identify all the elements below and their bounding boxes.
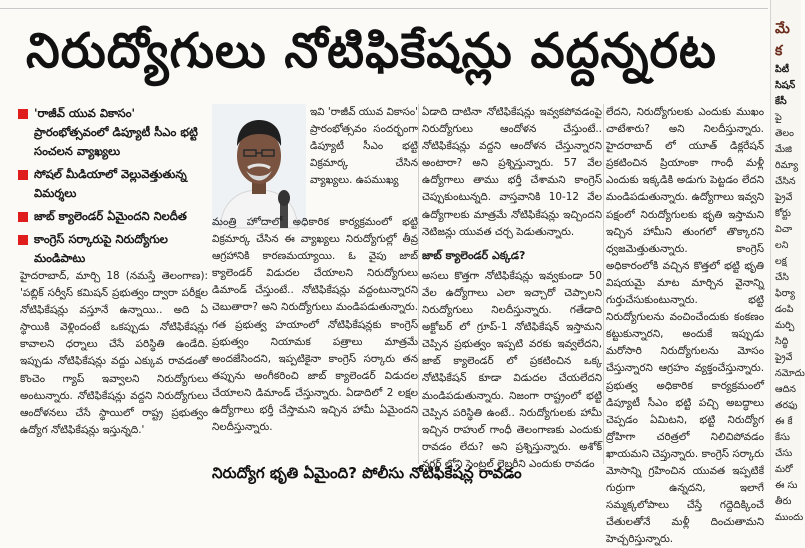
highlight-item xyxy=(18,230,208,268)
adjacent-text-lines xyxy=(771,62,805,526)
highlight-item xyxy=(18,165,208,203)
adjacent-text-line: సిషన్ xyxy=(775,80,796,91)
article-paragraph: ఇవి 'రాజీవ్ యువ వికాసం' ప్రారంభోత్సవం సందర్భంగా డిప్యూటీ సీఎం భట్టి విక్రమార్క చేసిన వ్యాఖ్యలు. ఉపముఖ్య xyxy=(310,106,418,187)
highlight-text: 'రాజీవ్ యువ వికాసం' ప్రారంభోత్సవంలో డిప్యూటీ సీఎం భట్టి సంచలన వ్యాఖ్యలు xyxy=(34,106,198,158)
adjacent-text-line: మరో xyxy=(775,464,793,475)
adjacent-text-line: తీరు xyxy=(775,496,792,507)
adjacent-headline-fragment: మే xyxy=(775,21,790,37)
adjacent-text-line: ఫిర్యా xyxy=(775,288,796,299)
adjacent-text-line: నమోదు xyxy=(775,368,805,379)
highlight-text: కాంగ్రెస్ సర్కారుపై నిరుద్యోగుల మండిపాటు xyxy=(34,232,168,265)
article-column-2 xyxy=(212,214,418,474)
article-paragraph: మంత్రి హోదాలో అధికారిక కార్యక్రమంలో భట్టి విక్రమార్క చేసిన ఈ వ్యాఖ్యలు నిరుద్యోగుల్లో తీవ్ర ఆగ్రహానికి కారణమయ్యాయి. ఓ వైపు జాబ్ క్యాలెండర్ విడుదల చేయాలని నిరుద్యోగులు డిమాండ్ చేస్తుంటే.. నోటిఫికేషన్లు వద్దంటున్నారని చెబుతారా? అని నిరుద్యోగులు మండిపడుతున్నారు. గత ప్రభుత్వ హయాంలో నోటిఫికేషన్లకు కాంగ్రెస్ ప్రభుత్వం నియామక పత్రాలు మాత్రమే అందజేసిందని, ఇప్పటికైనా కాంగ్రెస్ సర్కారు తన తప్పును అంగీకరించి జాబ్ క్యాలెండర్ విడుదల చేయాలని డిమాండ్ చేస్తున్నారు. ఏడాదిలో 2 లక్షల ఉద్యోగాలు భర్తీ చేస్తామని ఇచ్చిన హామీ ఏమైందని నిలదీస్తున్నారు. xyxy=(212,216,418,434)
highlights-box xyxy=(18,104,208,272)
article-column-4 xyxy=(606,104,764,546)
column-divider xyxy=(418,104,419,464)
adjacent-text-line: లక్ష xyxy=(775,256,787,267)
next-article-headline: నిరుద్యోగ భృతి ఏమైంది? పోలీసు నోటిఫికేషన్ల రావడం xyxy=(212,464,522,482)
adjacent-text-line: తెలం xyxy=(775,128,794,139)
person-photo-icon xyxy=(212,104,306,228)
column-divider xyxy=(603,104,604,464)
photo-side-text xyxy=(310,104,418,216)
adjacent-text-line: రిమ్యా xyxy=(775,160,799,171)
adjacent-text-line: లని xyxy=(775,240,789,251)
section-subheading: జాబ్ క్యాలెండర్ ఎక్కడ? xyxy=(422,248,526,262)
adjacent-text-line: ముందు xyxy=(775,512,804,523)
adjacent-text-line: కోర్టు xyxy=(775,208,791,219)
article-paragraph: లేదని, నిరుద్యోగులకు ఎందుకు ముఖం చాటేశారు? అని నిలదీస్తున్నారు. హైదరాబాద్ లో యూత్ డిక్లరేషన్ ప్రకటించిన ప్రియాంకా గాంధీ మళ్లీ ఎందుకు ఇక్కడికి అడుగు పెట్టడం లేదని మండిపడుతున్నారు. ఉద్యోగాలు ఇవ్వని పక్షంలో నిరుద్యోగులకు భృతి ఇస్తామని ఇచ్చిన హామీని తుంగలో తొక్కారని ధ్వజమెత్తుతున్నారు. కాంగ్రెస్ అధికారంలోకి వచ్చిన కొత్తలో భట్టి భృతి విషయమై మాట మార్చిన వైనాన్ని గుర్తుచేసుకుంటున్నారు. భట్టి నిరుద్యోగులను వంచించేందుకు కంకణం కట్టుకున్నారని, అందుకే ఇప్పుడు మరోసారి నిరుద్యోగులను మోసం చేస్తున్నారని ఆగ్రహం వ్యక్తంచేస్తున్నారు. ప్రభుత్వ అధికారిక కార్యక్రమంలో డిప్యూటీ సీఎం భట్టి పచ్చి అబద్ధాలు చెప్పడం ఏమిటని, భట్టి నిరుద్యోగ ద్రోహిగా చరిత్రలో నిలిచిపోవడం ఖాయమని చెప్తున్నారు. కాంగ్రెస్ సర్కారు మోసాన్ని గ్రహించిన యువత ఇప్పటికే గుర్రుగా ఉన్నదని, ఇలాగే సమ్మక్కలోపాలు చేస్తే గద్దెదిక్కించే చేతులతోనే మళ్లీ దించుతామని హెచ్చరిస్తున్నారు. xyxy=(606,106,764,546)
headline: నిరుద్యోగులు నోటిఫికేషన్లు వద్దన్నరట xyxy=(26,23,717,79)
bullet-icon xyxy=(18,235,28,245)
article-paragraph: ఏడాది దాటినా నోటిఫికేషన్లు ఇవ్వకపోవడంపై నిరుద్యోగులు ఆందోళన చేస్తుంటే.. నోటిఫికేషన్లు వద్దని ఆందోళన చేస్తున్నారని అంటారా? అని ప్రశ్నిస్తున్నారు. 57 వేల ఉద్యోగాలు తాము భర్తీ చేశామని కాంగ్రెస్ చెప్పుకుంటున్నది. వాస్తవానికి 10-12 వేల ఉద్యోగాలకు మాత్రమే నోటిఫికేషన్లు ఇచ్చిందని నెటిజన్లు యువత చర్చ పెడుతున్నారు. xyxy=(422,106,602,238)
bullet-icon xyxy=(18,170,28,180)
adjacent-article-strip xyxy=(770,0,805,523)
highlight-item xyxy=(18,207,208,226)
article-paragraph: అసలు కొత్తగా నోటిఫికేషన్లు ఇవ్వకుండా 50 వేల ఉద్యోగాలు ఎలా ఇచ్చారో చెప్పాలని నిరుద్యోగులు నిలదీస్తున్నారు. గతేడాది అక్టోబర్ లో గ్రూప్-1 నోటిఫికేషన్ ఇస్తామని చెప్పిన ప్రభుత్వం ఇప్పటి వరకు ఇవ్వలేదని, జాబ్ క్యాలెండర్ లో ప్రకటించిన ఒక్క నోటిఫికేషన్ కూడా విడుదల చేయలేదని మండిపడుతున్నారు. నిజంగా రాష్ట్రంలో భట్టి చెప్పిన పరిస్థితి ఉంటే.. నిరుద్యోగులకు హామీ ఇచ్చిన రాహుల్ గాంధీ తెలంగాణకు ఎందుకు రావడం లేదు? అని ప్రశ్నిస్తున్నారు. అశోక్ నగర్ లోని సెంట్రల్ లైబ్రరీని ఎందుకు రావడం xyxy=(422,269,602,470)
article-column-3 xyxy=(422,104,602,474)
highlight-text: సోషల్ మీడియాలో వెల్లువెత్తుతున్న విమర్శలు xyxy=(34,167,187,200)
adjacent-text-line: ఆదిన xyxy=(775,384,796,395)
adjacent-text-line: ఈ కే xyxy=(775,416,793,427)
adjacent-text-line: కేసీ xyxy=(775,96,787,107)
top-rule xyxy=(0,0,768,9)
adjacent-text-line: చేసు xyxy=(775,448,793,459)
adjacent-text-line: విచా xyxy=(775,224,793,235)
adjacent-text-line: ఈ సు xyxy=(775,480,798,491)
adjacent-text-line: చేసిన xyxy=(775,176,796,187)
adjacent-headline-fragment: క xyxy=(775,43,783,59)
highlight-item xyxy=(18,104,208,161)
highlight-text: జాబ్ క్యాలెండర్ ఏమైందని నిలదీత xyxy=(34,209,187,223)
adjacent-text-line: చేసి xyxy=(775,272,789,283)
adjacent-text-line: పై xyxy=(775,112,782,123)
adjacent-text-line: ప్రైవే xyxy=(775,192,793,203)
bullet-icon xyxy=(18,109,28,119)
adjacent-text-line: తరఫు xyxy=(775,400,798,411)
adjacent-text-line: పిటీ xyxy=(775,64,790,75)
adjacent-text-line: ప్రైవే xyxy=(775,352,793,363)
adjacent-text-line: మర్పి xyxy=(775,320,795,331)
article-column-1 xyxy=(20,268,208,474)
adjacent-text-line: సిద్ధి xyxy=(775,336,789,347)
bullet-icon xyxy=(18,212,28,222)
article-paragraph: హైదరాబాద్, మార్చి 18 (నమస్తే తెలంగాణ): 'పబ్లిక్ సర్వీస్ కమిషన్ ప్రభుత్వం ద్వారా పరీక్షల నోటిఫికేషన్లు వస్తూనే ఉన్నాయి.. అది ఏ స్థాయికి వెళ్లిందంటే ఒకప్పుడు నోటిఫికేషన్లు కావాలని ధర్నాలు చేసే పరిస్థితి ఉండేది. ఇప్పుడు నోటిఫికేషన్లు వద్దు ఎక్కువ రావడంతో కొంచెం గ్యాప్ ఇవ్వాలని నిరుద్యోగులు అంటున్నారు. నోటిఫికేషన్లు వద్దని నిరుద్యోగులు ఆందోళనలు చేసే స్థాయిలో రాష్ట్ర ప్రభుత్వం ఉద్యోగ నోటిఫికేషన్లు ఇస్తున్నది.' xyxy=(20,270,208,436)
adjacent-text-line: డంపి xyxy=(775,304,794,315)
person-photo xyxy=(212,104,306,228)
adjacent-text-line: కేసు xyxy=(775,432,790,443)
adjacent-text-line: మేజి xyxy=(775,144,792,155)
